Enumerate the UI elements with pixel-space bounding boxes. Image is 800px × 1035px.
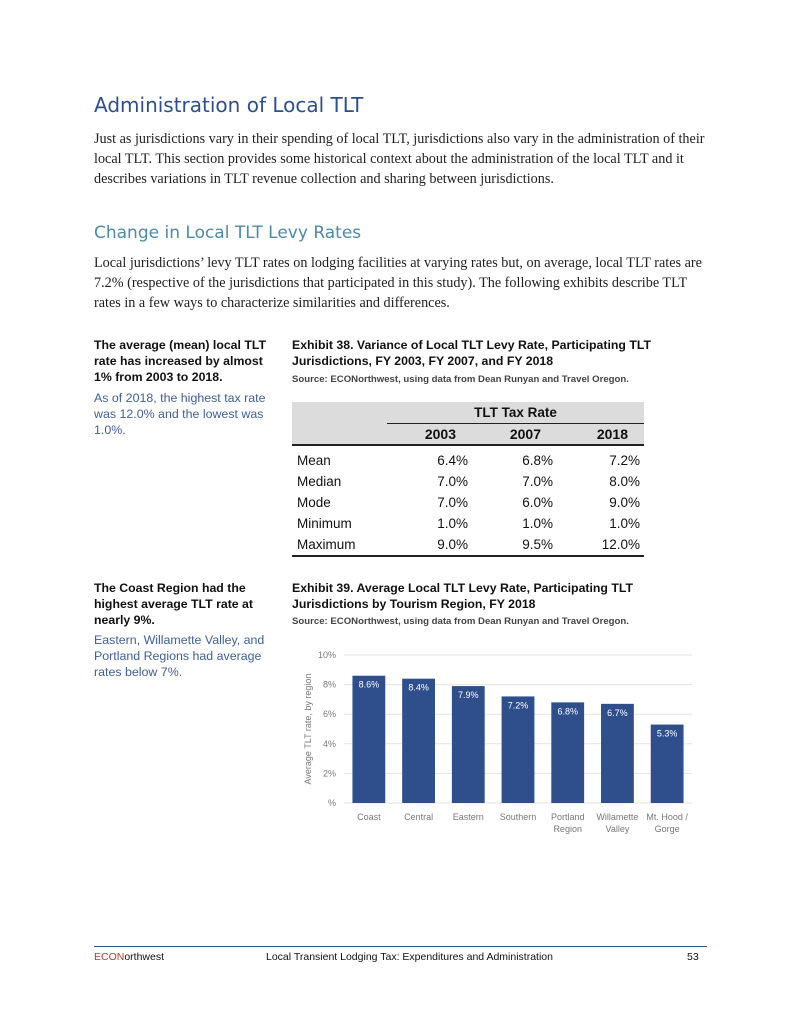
sidebar1-note: As of 2018, the highest tax rate was 12.0% and the lowest was 1.0%.: [94, 391, 266, 437]
x-tick-label: Valley: [605, 824, 630, 834]
row-label: Maximum: [292, 534, 387, 556]
bar: [352, 676, 385, 803]
table-row: [292, 471, 644, 492]
year-header: 2007: [472, 424, 557, 446]
tlt-rate-by-region-chart: [292, 640, 702, 870]
bar-data-label: 7.2%: [507, 700, 529, 711]
cell-value: 8.0%: [609, 474, 640, 489]
x-tick-label: Portland: [550, 812, 585, 822]
year-header: 2018: [557, 424, 644, 446]
sidebar2-headline: The Coast Region had the highest average TLT rate at nearly 9%.: [94, 581, 253, 627]
y-tick-label: 6%: [322, 709, 336, 720]
cell-value: 7.0%: [437, 495, 468, 510]
bar-data-label: 5.3%: [656, 728, 678, 739]
bar-data-label: 8.4%: [408, 682, 429, 693]
cell-value: 12.0%: [557, 534, 644, 556]
tlt-rate-table: [292, 402, 644, 557]
footer-divider: [94, 946, 707, 947]
bar: [402, 679, 435, 803]
x-tick-label: Eastern: [452, 812, 484, 822]
cell-value: 7.2%: [609, 453, 640, 468]
footer-brand: [94, 951, 164, 963]
x-tick-label: Willamette: [596, 812, 639, 822]
cell-value: 7.0%: [437, 474, 468, 489]
cell-value: 1.0%: [522, 516, 553, 531]
footer-brand-prefix: ECON: [94, 951, 125, 963]
cell-value: 6.4%: [437, 453, 468, 468]
section-intro: Just as jurisdictions vary in their spending of local TLT, jurisdictions also vary in the administration of their local TLT. This section provides some historical context about the administration of the local TLT and it describes variations in TLT revenue collection and sharing between jurisdictions.: [94, 131, 705, 187]
footer-brand-suffix: orthwest: [124, 951, 165, 963]
x-tick-label: Central: [404, 812, 434, 822]
cell-value: 1.0%: [437, 516, 468, 531]
exhibit39-title: Exhibit 39. Average Local TLT Levy Rate, Participating TLT Jurisdictions by Tourism Region, FY 2018: [292, 581, 633, 611]
subsection-intro: Local jurisdictions’ levy TLT rates on lodging facilities at varying rates but, on average, local TLT rates are 7.2% (respective of the jurisdictions that participated in this study). The following exhibits describe TLT rates in a few ways to characterize similarities and differences.: [94, 255, 702, 311]
bar: [502, 696, 535, 803]
bar: [452, 686, 485, 803]
row-label: Minimum: [297, 516, 352, 531]
year-header: 2003: [387, 424, 472, 446]
bar: [551, 702, 584, 803]
page-number: 53: [687, 951, 699, 963]
x-tick-label: Mt. Hood /: [646, 812, 688, 822]
table-header-group-row: [292, 402, 644, 424]
cell-value: 9.0%: [609, 495, 640, 510]
sidebar2-note: Eastern, Willamette Valley, and Portland Regions had average rates below 7%.: [94, 633, 265, 679]
y-axis-label: Average TLT rate, by region: [303, 673, 313, 785]
x-tick-label: Gorge: [654, 824, 680, 834]
bar-data-label: 7.9%: [458, 690, 479, 701]
cell-value: 1.0%: [609, 516, 640, 531]
table-row: [292, 445, 644, 471]
exhibit38-source: Source: ECONorthwest, using data from Dean Runyan and Travel Oregon.: [292, 374, 629, 385]
cell-value: 6.0%: [522, 495, 553, 510]
footer-doc-title: Local Transient Lodging Tax: Expenditures and Administration: [266, 951, 553, 963]
y-tick-label: 2%: [322, 768, 336, 779]
table-row: [292, 513, 644, 534]
table-row: [292, 534, 644, 556]
x-tick-label: Region: [553, 824, 582, 834]
y-tick-label: 8%: [322, 679, 336, 690]
y-tick-label: %: [327, 798, 336, 808]
table-group-header: TLT Tax Rate: [387, 402, 644, 424]
cell-value: 7.0%: [522, 474, 553, 489]
subsection-title: Change in Local TLT Levy Rates: [94, 223, 362, 243]
table-header-years-row: [292, 424, 644, 446]
row-label: Mode: [297, 495, 331, 510]
cell-value: 9.5%: [472, 534, 557, 556]
table-row: [292, 492, 644, 513]
section-title: Administration of Local TLT: [94, 93, 364, 117]
bar-data-label: 6.8%: [557, 706, 578, 717]
bar-data-label: 8.6%: [358, 679, 380, 690]
exhibit38-title: Exhibit 38. Variance of Local TLT Levy Rate, Participating TLT Jurisdictions, FY 2003, FY 2007, and FY 2018: [292, 338, 651, 368]
y-tick-label: 10%: [317, 650, 336, 660]
row-label: Mean: [297, 453, 331, 468]
x-tick-label: Southern: [499, 812, 537, 822]
x-tick-label: Coast: [357, 812, 381, 822]
cell-value: 6.8%: [522, 453, 553, 468]
cell-value: 9.0%: [387, 534, 472, 556]
exhibit39-source: Source: ECONorthwest, using data from Dean Runyan and Travel Oregon.: [292, 616, 629, 627]
sidebar1-headline: The average (mean) local TLT rate has increased by almost 1% from 2003 to 2018.: [94, 338, 266, 384]
y-tick-label: 4%: [322, 738, 336, 749]
row-label: Median: [297, 474, 342, 489]
bar-data-label: 6.7%: [607, 707, 628, 718]
bar: [601, 704, 634, 803]
